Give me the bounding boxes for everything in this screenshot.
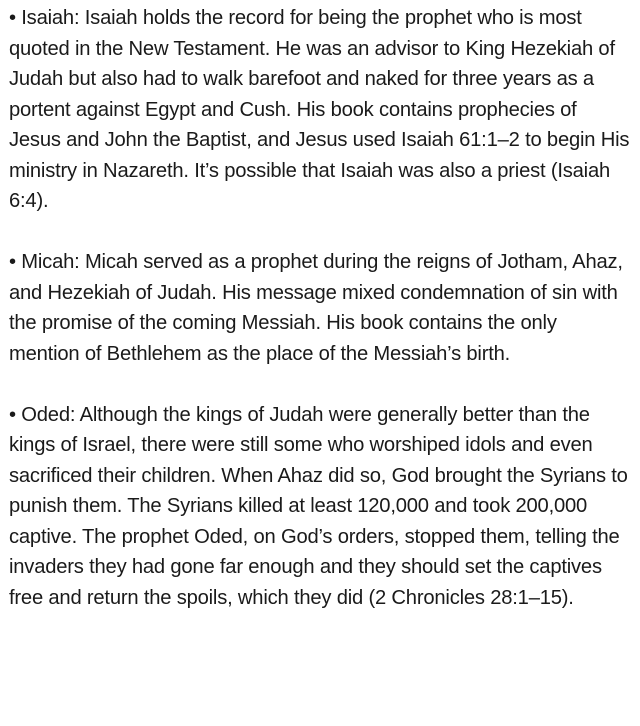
entry-oded-text: • Oded: Although the kings of Judah were generally better than the kings of Israel, there were still some who worshiped idols and even sacrificed their children. When Ahaz did so, God brought the Syrians to punish them. The Syrians killed at least 120,000 and took 200,000 captive. The prophet Oded, on God’s orders, stopped them, telling the invaders they had gone far enough and they should set the captives free and return the spoils, which they did (2 Chronicles 28:1–15). bbox=[9, 403, 628, 609]
entry-oded bbox=[9, 400, 632, 614]
document-page bbox=[9, 3, 632, 613]
entry-micah-text: • Micah: Micah served as a prophet during the reigns of Jotham, Ahaz, and Hezekiah of Judah. His message mixed condemnation of sin with the promise of the coming Messiah. His book contains the only mention of Bethlehem as the place of the Messiah’s birth. bbox=[9, 251, 623, 365]
entry-micah bbox=[9, 247, 632, 369]
entry-isaiah bbox=[9, 3, 632, 217]
entry-isaiah-text: • Isaiah: Isaiah holds the record for being the prophet who is most quoted in the New Testament. He was an advisor to King Hezekiah of Judah but also had to walk barefoot and naked for three years as a portent against Egypt and Cush. His book contains prophecies of Jesus and John the Baptist, and Jesus used Isaiah 61:1–2 to begin His ministry in Nazareth. It’s possible that Isaiah was also a priest (Isaiah 6:4). bbox=[9, 7, 630, 212]
